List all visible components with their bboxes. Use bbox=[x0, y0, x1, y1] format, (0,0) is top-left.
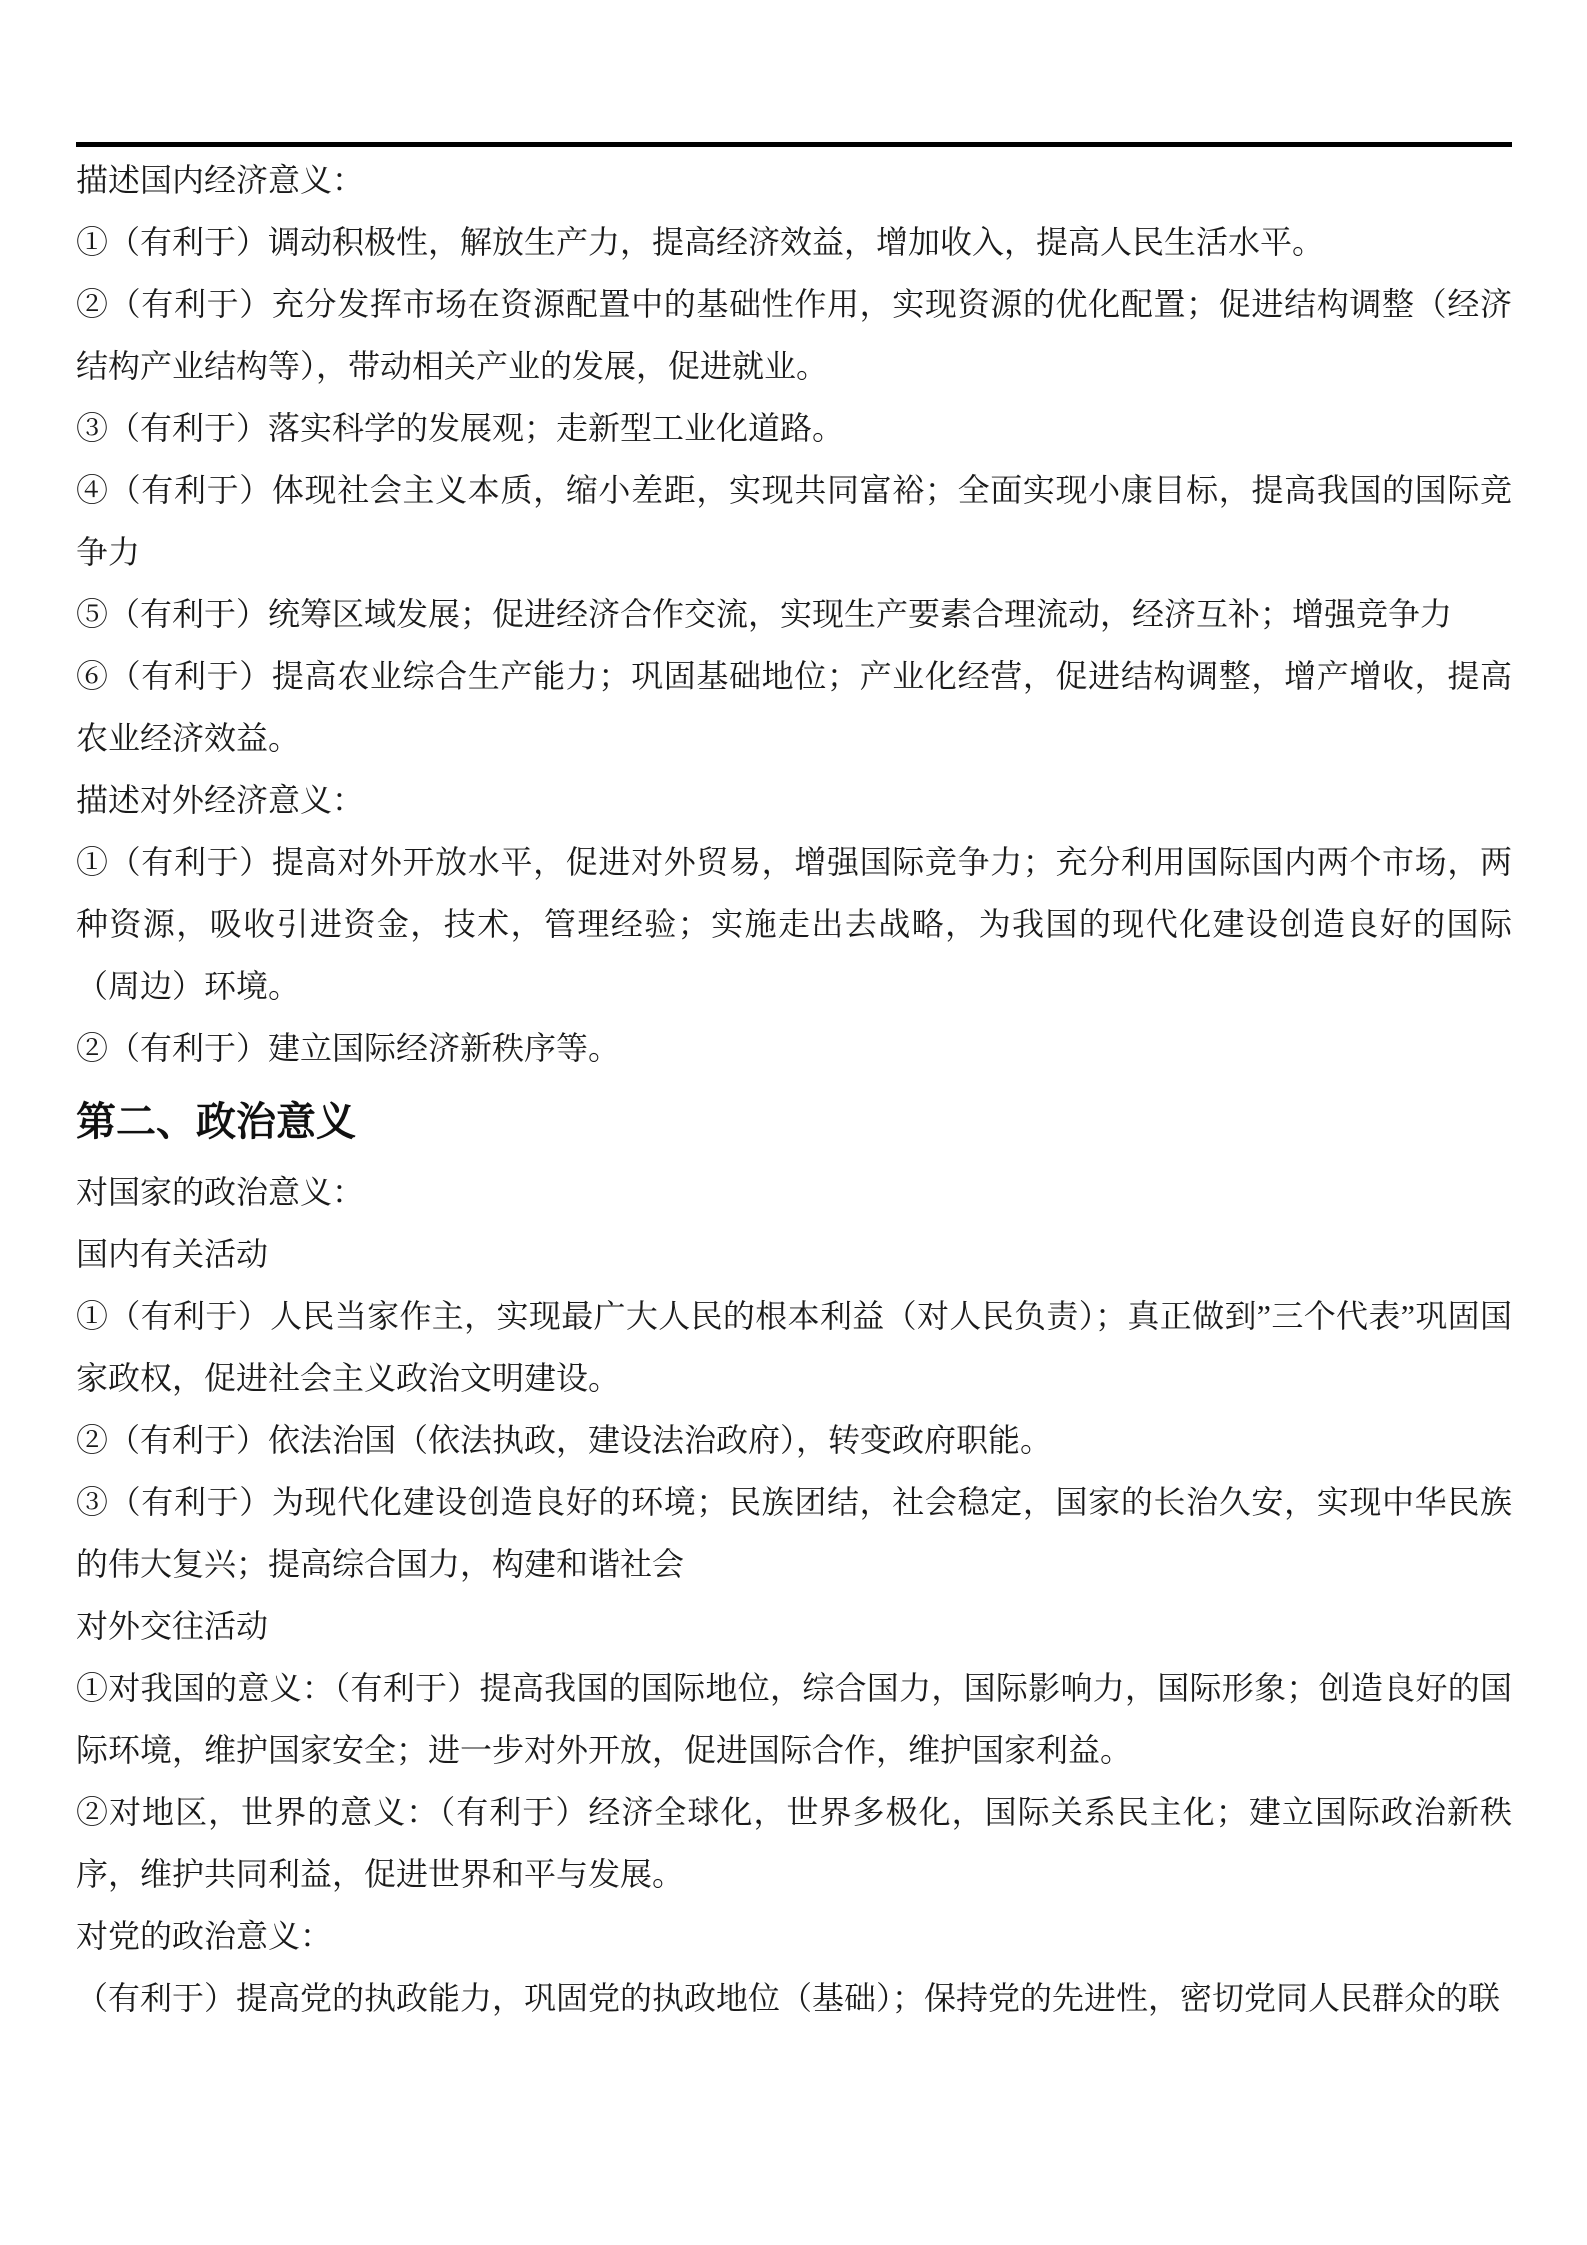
page-header-rule bbox=[76, 142, 1512, 147]
party-political-title: 对党的政治意义： bbox=[76, 1918, 333, 1954]
foreign-econ-item-1: ①（有利于）提高对外开放水平，促进对外贸易，增强国际竞争力；充分利用国际国内两个市场，两种资源，吸收引进资金，技术，管理经验；实施走出去战略，为我国的现代化建设创造良好的国际（周边）环境。 bbox=[76, 844, 1512, 1004]
state-domestic-label: 国内有关活动 bbox=[76, 1236, 269, 1272]
state-domestic-item-3: ③（有利于）为现代化建设创造良好的环境；民族团结，社会稳定，国家的长治久安，实现中华民族的伟大复兴；提高综合国力，构建和谐社会 bbox=[76, 1484, 1512, 1582]
document-body bbox=[76, 149, 1512, 2029]
state-domestic-item-1: ①（有利于）人民当家作主，实现最广大人民的根本利益（对人民负责）；真正做到”三个代表”巩固国家政权，促进社会主义政治文明建设。 bbox=[76, 1298, 1512, 1396]
domestic-econ-item-6: ⑥（有利于）提高农业综合生产能力；巩固基础地位；产业化经营，促进结构调整，增产增收，提高农业经济效益。 bbox=[76, 658, 1512, 756]
state-domestic-item-2: ②（有利于）依法治国（依法执政，建设法治政府），转变政府职能。 bbox=[76, 1422, 1053, 1458]
state-foreign-item-1: ①对我国的意义：（有利于）提高我国的国际地位，综合国力，国际影响力，国际形象；创造良好的国际环境，维护国家安全；进一步对外开放，促进国际合作，维护国家利益。 bbox=[76, 1670, 1512, 1768]
domestic-econ-item-2: ②（有利于）充分发挥市场在资源配置中的基础性作用，实现资源的优化配置；促进结构调整（经济结构产业结构等），带动相关产业的发展，促进就业。 bbox=[76, 286, 1512, 384]
party-political-item-1: （有利于）提高党的执政能力，巩固党的执政地位（基础）；保持党的先进性，密切党同人民群众的联 bbox=[76, 1980, 1501, 2016]
domestic-econ-item-4: ④（有利于）体现社会主义本质，缩小差距，实现共同富裕；全面实现小康目标，提高我国的国际竞争力 bbox=[76, 472, 1512, 570]
state-foreign-item-2: ②对地区，世界的意义：（有利于）经济全球化，世界多极化，国际关系民主化；建立国际政治新秩序，维护共同利益，促进世界和平与发展。 bbox=[76, 1794, 1512, 1892]
state-political-title: 对国家的政治意义： bbox=[76, 1174, 365, 1210]
state-foreign-label: 对外交往活动 bbox=[76, 1608, 269, 1644]
domestic-econ-item-1: ①（有利于）调动积极性，解放生产力，提高经济效益，增加收入，提高人民生活水平。 bbox=[76, 224, 1325, 260]
domestic-econ-title: 描述国内经济意义： bbox=[76, 162, 365, 198]
domestic-econ-item-5: ⑤（有利于）统筹区域发展；促进经济合作交流，实现生产要素合理流动，经济互补；增强竞争力 bbox=[76, 596, 1453, 632]
foreign-econ-item-2: ②（有利于）建立国际经济新秩序等。 bbox=[76, 1030, 621, 1066]
domestic-econ-item-3: ③（有利于）落实科学的发展观；走新型工业化道路。 bbox=[76, 410, 845, 446]
foreign-econ-title: 描述对外经济意义： bbox=[76, 782, 365, 818]
political-section-heading: 第二、政治意义 bbox=[76, 1099, 356, 1144]
